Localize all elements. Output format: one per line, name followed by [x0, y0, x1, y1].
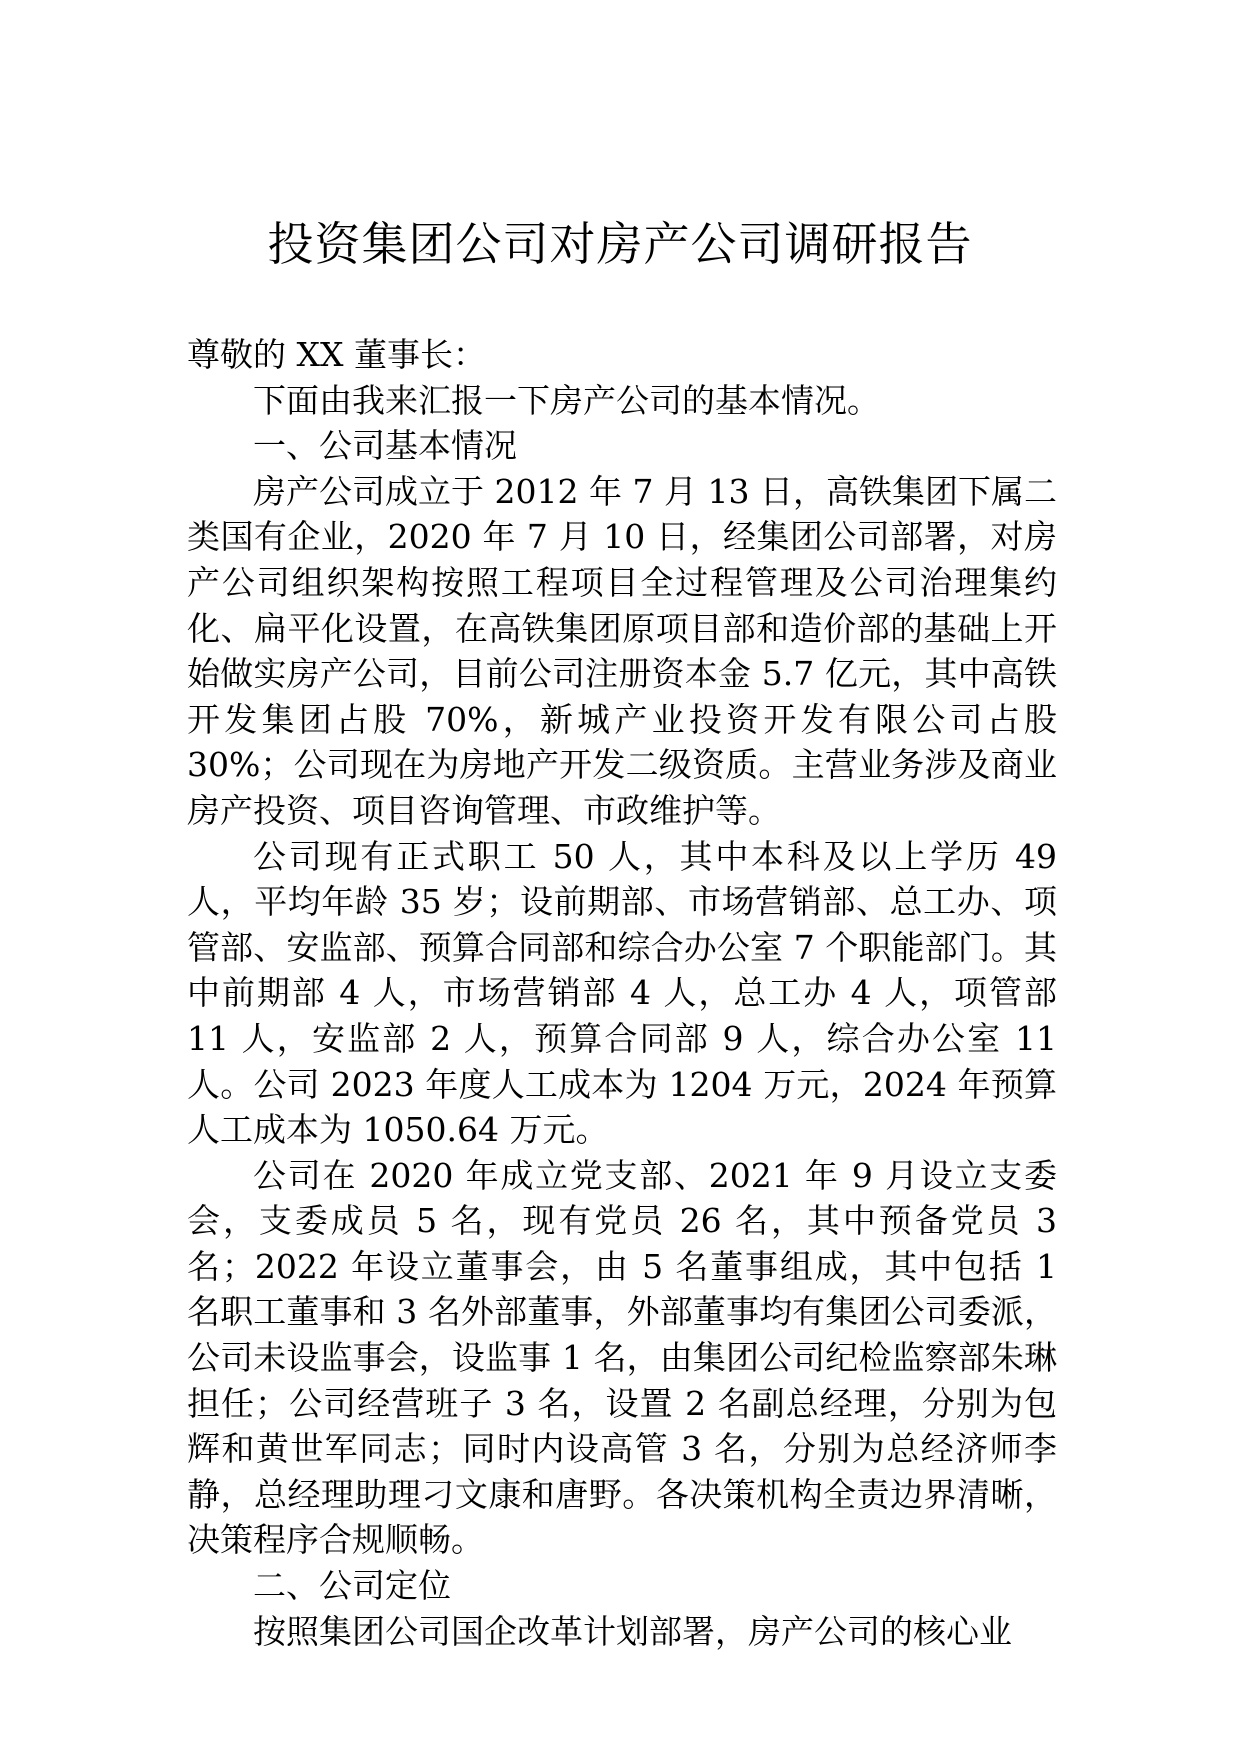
paragraph-governance: 公司在 2020 年成立党支部、2021 年 9 月设立支委会，支委成员 5 名，现有党员 26 名，其中预备党员 3 名；2022 年设立董事会，由 5 名董事组成，其中包括 1 名职工董事和 3 名外部董事，外部董事均有集团公司委派，公司未设监事会，设监事 1 名，由集团公司纪检监察部朱琳担任；公司经营班子 3 名，设置 2 名副总经理，分别为包辉和黄世军同志；同时内设高管 3 名，分别为总经济师李静，总经理助理刁文康和唐野。各决策机构全责边界清晰，决策程序合规顺畅。: [187, 1155, 1057, 1560]
paragraph-staffing: 公司现有正式职工 50 人，其中本科及以上学历 49 人，平均年龄 35 岁；设前期部、市场营销部、总工办、项管部、安监部、预算合同部和综合办公室 7 个职能部门。其中前期部 4 人，市场营销部 4 人，总工办 4 人，项管部 11 人，安监部 2 人，预算合同部 9 人，综合办公室 11 人。公司 2023 年度人工成本为 1204 万元，2024 年预算人工成本为 1050.64 万元。: [187, 836, 1057, 1150]
section-heading-positioning: 二、公司定位: [253, 1566, 451, 1606]
paragraph-positioning: 按照集团公司国企改革计划部署，房产公司的核心业: [253, 1611, 1012, 1651]
document-body: [187, 332, 1057, 1654]
document-title: 投资集团公司对房产公司调研报告: [267, 217, 973, 271]
intro-paragraph: 下面由我来汇报一下房产公司的基本情况。: [253, 380, 880, 420]
paragraph-company-history: 房产公司成立于 2012 年 7 月 13 日，高铁集团下属二类国有企业，2020 年 7 月 10 日，经集团公司部署，对房产公司组织架构按照工程项目全过程管理及公司治理集约化、扁平化设置，在高铁集团原项目部和造价部的基础上开始做实房产公司，目前公司注册资本金 5.7 亿元，其中高铁开发集团占股 70%，新城产业投资开发有限公司占股 30%；公司现在为房地产开发二级资质。主营业务涉及商业房产投资、项目咨询管理、市政维护等。: [187, 471, 1057, 830]
salutation: 尊敬的 XX 董事长：: [187, 335, 486, 374]
section-heading-basic-info: 一、公司基本情况: [253, 426, 517, 466]
